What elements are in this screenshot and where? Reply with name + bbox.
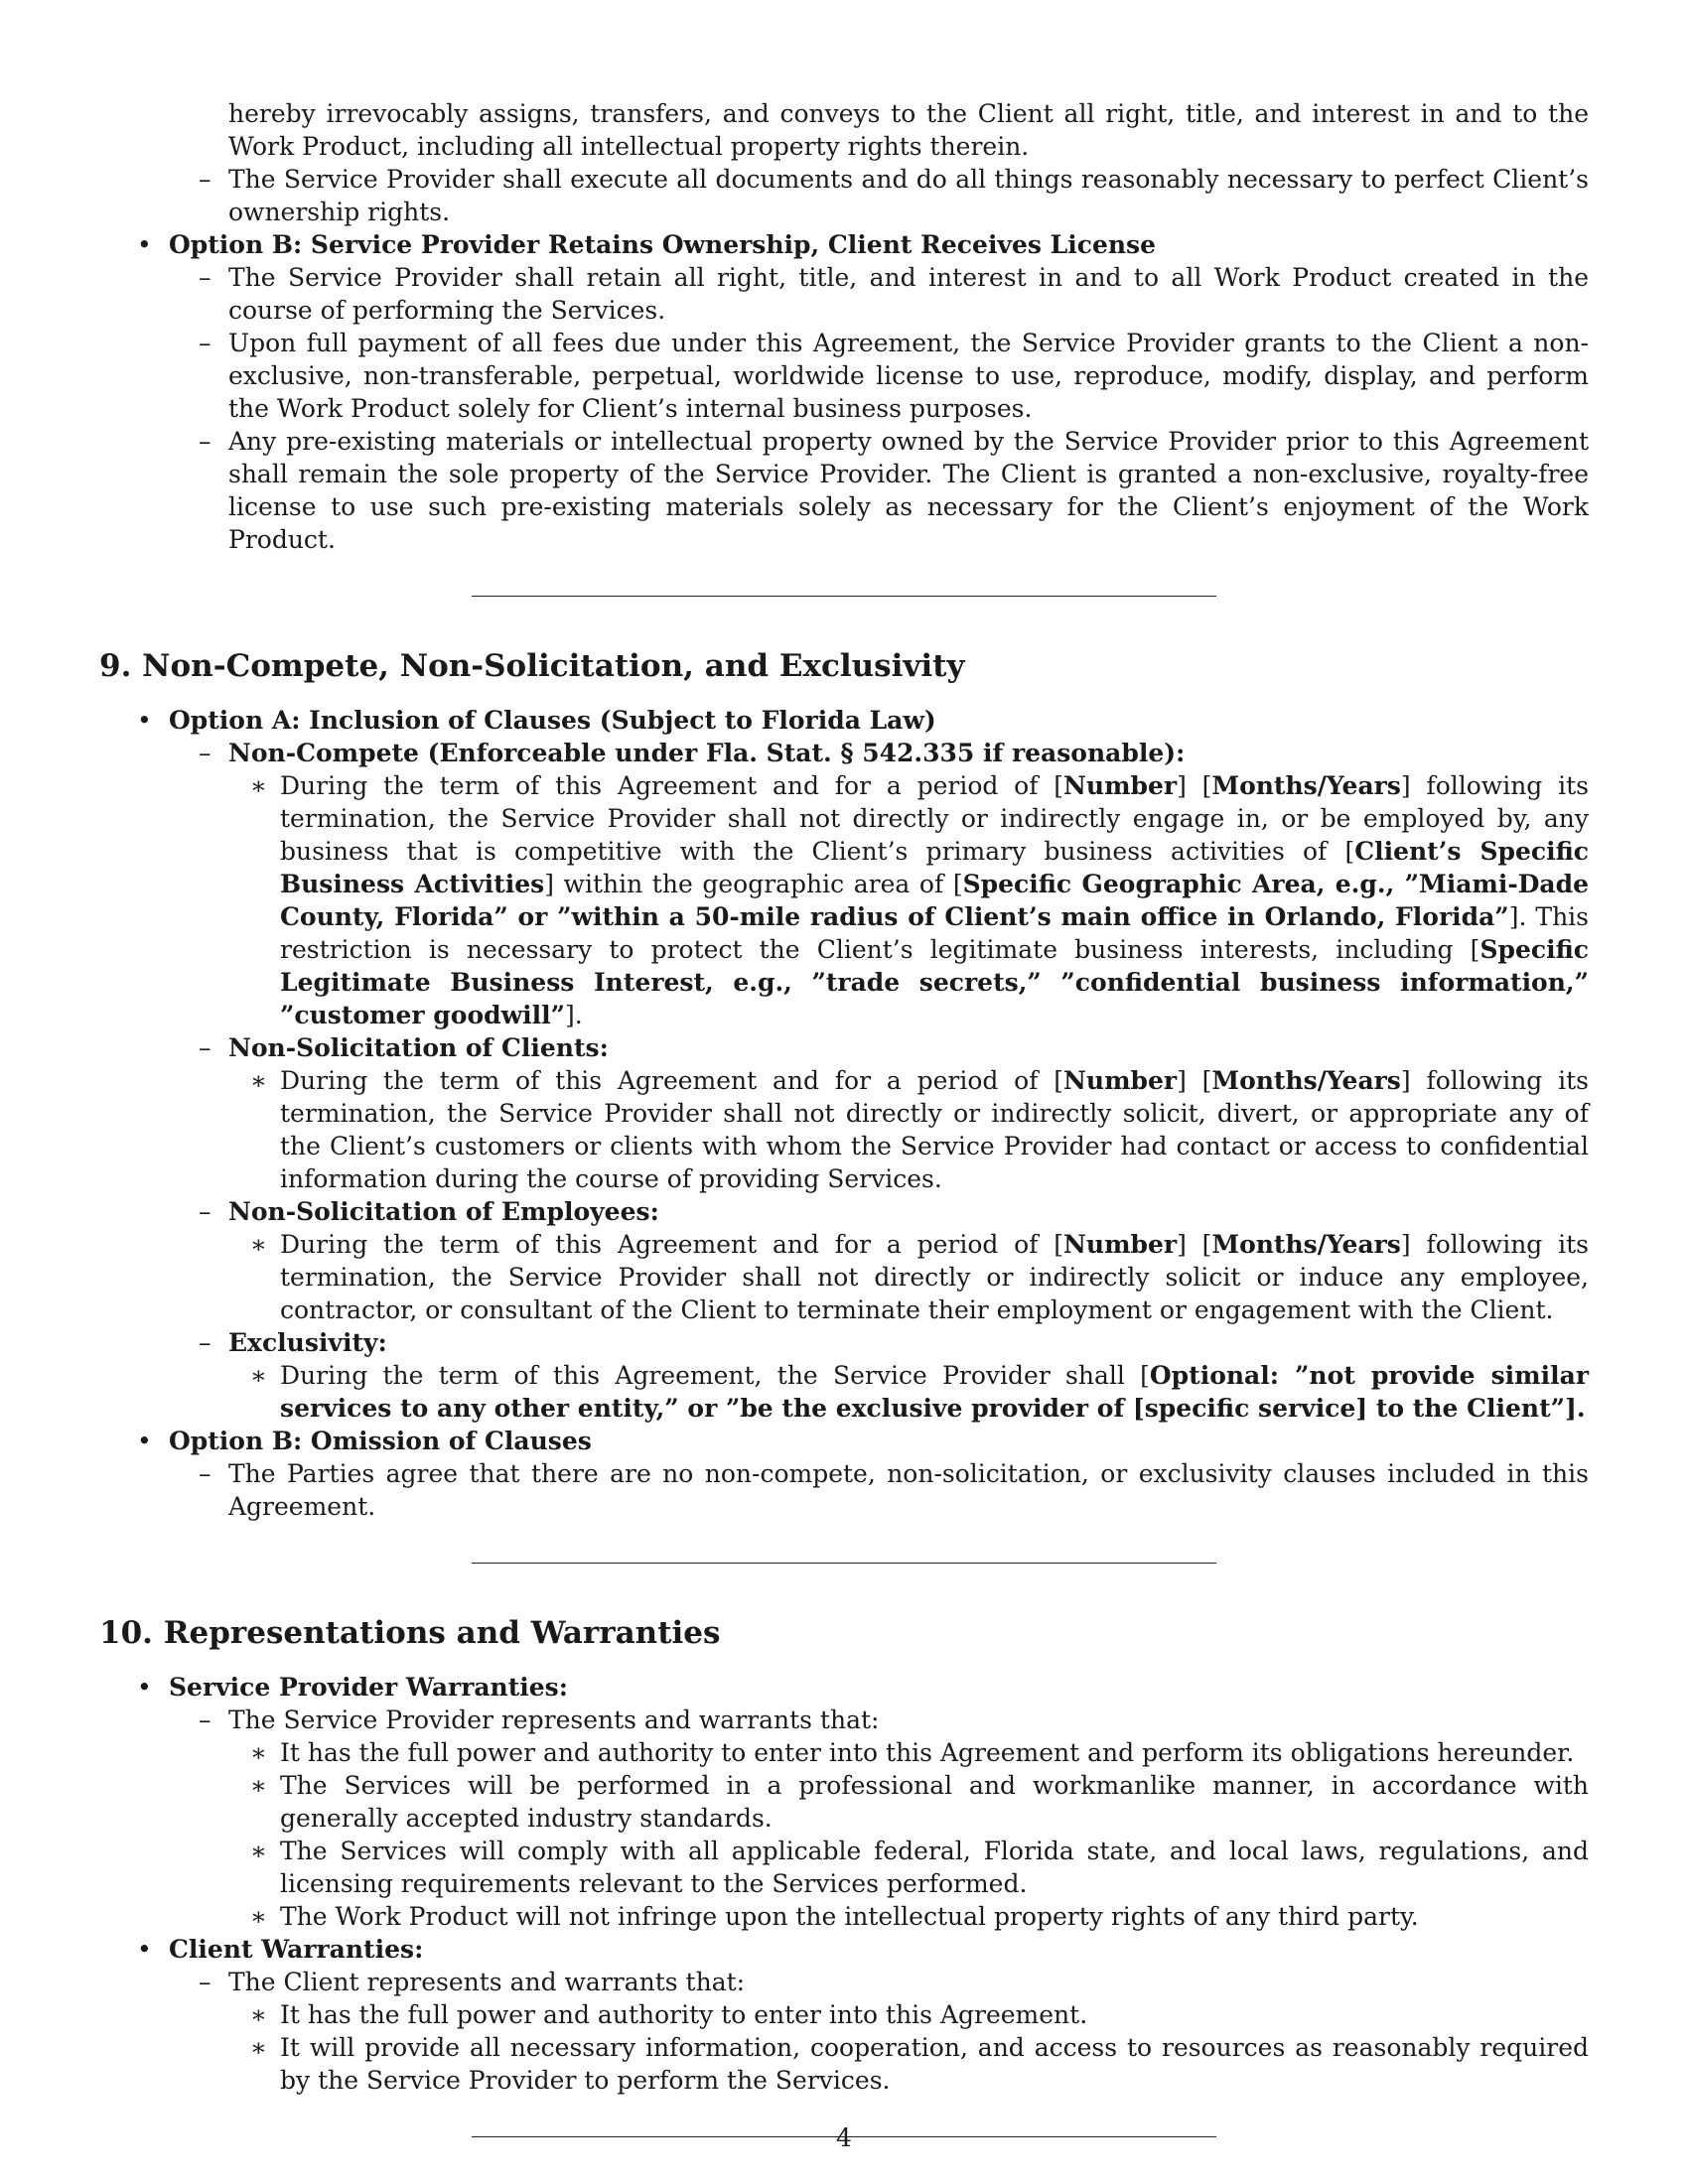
list-item: ∗ It has the full power and authority to enter into this Agreement and perform its obligations hereunder. <box>250 1738 1575 1767</box>
clause-heading: Non-Compete (Enforceable under Fla. Stat. § 542.335 if reasonable): <box>228 739 1186 767</box>
list-item: – Upon full payment of all fees due under this Agreement, the Service Provider grants to the Client a non-exclusive, non-transferable, perpetual, worldwide license to use, reproduce, modify, display, and perform the Work Product solely for Client’s internal business purposes. <box>199 329 1589 423</box>
list-item: – The Service Provider represents and warrants that: ∗ It has the full power and authority to enter into this Agreement and perform its obligations hereunder. ∗ The Services will be performed in a professional and workmanlike manner, in accordance with generally accepted industry standards. ∗ The Services will comply with all applicable federal, Florida state, and local laws, regulations, and licensing requirements relevant to the Services performed. ∗ The Work Product will not infringe upon the intellectual property rights of any third party. <box>199 1706 1589 1931</box>
dash-marker: – <box>199 165 211 194</box>
option-heading: Option B: Service Provider Retains Ownership, Client Receives License <box>169 230 1157 259</box>
service-provider-warranties: • Service Provider Warranties: – The Service Provider represents and warrants that: ∗ It has the full power and authority to enter into this Agreement and perform its obligations hereunder. ∗ The Services will be performed in a professional and workmanlike manner, in accordance with generally accepted industry standards. ∗ The Services will comply with all applicable federal, Florida state, and local laws, regulations, and licensing requirements relevant to the Services performed. ∗ The Work Product will not infringe upon the intellectual property rights of any third party. <box>137 1673 1589 1931</box>
warranty-heading: Client Warranties: <box>169 1935 424 1964</box>
list-item: ∗ The Services will be performed in a professional and workmanlike manner, in accordance with generally accepted industry standards. <box>250 1771 1589 1833</box>
list-item: – Any pre-existing materials or intellectual property owned by the Service Provider prior to this Agreement shall remain the sole property of the Service Provider. The Client is granted a non-exclusive, royalty-free license to use such pre-existing materials solely as necessary for the Client’s enjoyment of the Work Product. <box>199 427 1589 554</box>
nonsolicit-clients-item: – Non-Solicitation of Clients: ∗ During the term of this Agreement and for a period of [Number] [Months/Years] following its termination, the Service Provider shall not directly or indirectly solicit, divert, or appropriate any of the Client’s customers or clients with whom the Service Provider had contact or access to confidential information during the course of providing Services. <box>199 1033 1589 1193</box>
list-item: ∗ During the term of this Agreement and for a period of [Number] [Months/Years] following its termination, the Service Provider shall not directly or indirectly solicit, divert, or appropriate any of the Client’s customers or clients with whom the Service Provider had contact or access to confidential information during the course of providing Services. <box>250 1066 1589 1193</box>
section-divider <box>472 596 1216 597</box>
warranty-heading: Service Provider Warranties: <box>169 1673 568 1702</box>
clause-heading: Non-Solicitation of Clients: <box>228 1033 609 1062</box>
section-divider <box>472 1563 1216 1564</box>
carryover-block <box>99 97 1589 556</box>
section-9-list <box>99 704 1589 1523</box>
exclusivity-item: – Exclusivity: ∗ During the term of this Agreement, the Service Provider shall [Optional: ”not provide similar services to any other entity,” or ”be the exclusive provider of [specific service] to the Client”]. <box>199 1328 1589 1423</box>
list-item: ∗ It will provide all necessary information, cooperation, and access to resources as reasonably required by the Service Provider to perform the Services. <box>250 2033 1589 2095</box>
list-item: ∗ It has the full power and authority to enter into this Agreement. <box>250 2000 1088 2029</box>
list-item: ∗ During the term of this Agreement, the Service Provider shall [Optional: ”not provide similar services to any other entity,” or ”be the exclusive provider of [specific service] to the Client”]. <box>250 1361 1589 1423</box>
list-item: – The Service Provider shall retain all right, title, and interest in and to all Work Product created in the course of performing the Services. <box>199 263 1589 325</box>
list-item: – The Parties agree that there are no non-compete, non-solicitation, or exclusivity clauses included in this Agreement. <box>199 1459 1589 1521</box>
noncompete-item: – Non-Compete (Enforceable under Fla. Stat. § 542.335 if reasonable): ∗ During the term of this Agreement and for a period of [Number] [Months/Years] following its termination, the Service Provider shall not directly or indirectly engage in, or be employed by, any business that is competitive with the Client’s primary business activities of [Client’s Specific Business Activities] within the geographic area of [Specific Geographic Area, e.g., ”Miami-Dade County, Florida” or ”within a 50-mile radius of Client’s main office in Orlando, Florida”]. This restriction is necessary to protect the Client’s legitimate business interests, including [Specific Legitimate Business Interest, e.g., ”trade secrets,” ”confidential business information,” ”customer goodwill”]. <box>199 739 1589 1029</box>
continued-paragraph: hereby irrevocably assigns, transfers, and conveys to the Client all right, title, and interest in and to the Work Product, including all intellectual property rights therein. <box>228 99 1589 161</box>
option-b-ownership <box>99 228 1589 556</box>
client-warranties: • Client Warranties: – The Client represents and warrants that: ∗ It has the full power and authority to enter into this Agreement. ∗ It will provide all necessary information, cooperation, and access to resources as reasonably required by the Service Provider to perform the Services. <box>137 1935 1589 2095</box>
nonsolicit-employees-item: – Non-Solicitation of Employees: ∗ During the term of this Agreement and for a period of [Number] [Months/Years] following its termination, the Service Provider shall not directly or indirectly solicit or induce any employee, contractor, or consultant of the Client to terminate their employment or engagement with the Client. <box>199 1197 1589 1324</box>
option-heading: Option B: Omission of Clauses <box>169 1427 592 1455</box>
list-item: ∗ During the term of this Agreement and for a period of [Number] [Months/Years] following its termination, the Service Provider shall not directly or indirectly solicit or induce any employee, contractor, or consultant of the Client to terminate their employment or engagement with the Client. <box>250 1230 1589 1324</box>
star-marker: ∗ <box>250 771 267 800</box>
list-item: ∗ The Services will comply with all applicable federal, Florida state, and local laws, regulations, and licensing requirements relevant to the Services performed. <box>250 1837 1589 1898</box>
clause-heading: Exclusivity: <box>228 1328 387 1357</box>
option-heading: Option A: Inclusion of Clauses (Subject to Florida Law) <box>169 706 936 735</box>
option-b-omission: • Option B: Omission of Clauses – The Parties agree that there are no non-compete, non-solicitation, or exclusivity clauses included in this Agreement. <box>137 1427 1589 1521</box>
clause-heading: Non-Solicitation of Employees: <box>228 1197 659 1226</box>
section-heading-9: 9. Non-Compete, Non-Solicitation, and Exclusivity <box>99 648 965 684</box>
section-heading-10: 10. Representations and Warranties <box>99 1615 721 1651</box>
bullet-marker: • <box>137 230 152 259</box>
list-item: ∗ The Work Product will not infringe upon the intellectual property rights of any third party. <box>250 1902 1419 1931</box>
list-item: – The Client represents and warrants that: ∗ It has the full power and authority to enter into this Agreement. ∗ It will provide all necessary information, cooperation, and access to resources as reasonably required by the Service Provider to perform the Services. <box>199 1968 1589 2095</box>
page-number: 4 <box>836 2123 852 2152</box>
section-10-list <box>99 1671 1589 2097</box>
list-item: – The Service Provider shall execute all documents and do all things reasonably necessary to perfect Client’s ownership rights. <box>199 165 1589 226</box>
list-item: ∗ During the term of this Agreement and for a period of [Number] [Months/Years] following its termination, the Service Provider shall not directly or indirectly engage in, or be employed by, any business that is competitive with the Client’s primary business activities of [Client’s Specific Business Activities] within the geographic area of [Specific Geographic Area, e.g., ”Miami-Dade County, Florida” or ”within a 50-mile radius of Client’s main office in Orlando, Florida”]. This restriction is necessary to protect the Client’s legitimate business interests, including [Specific Legitimate Business Interest, e.g., ”trade secrets,” ”confidential business information,” ”customer goodwill”]. <box>250 771 1589 1029</box>
option-a-inclusion: • Option A: Inclusion of Clauses (Subject to Florida Law) – Non-Compete (Enforceable under Fla. Stat. § 542.335 if reasonable): ∗ During the term of this Agreement and for a period of [Number] [Months/Years] following its termination, the Service Provider shall not directly or indirectly engage in, or be employed by, any business that is competitive with the Client’s primary business activities of [Client’s Specific Business Activities] within the geographic area of [Specific Geographic Area, e.g., ”Miami-Dade County, Florida” or ”within a 50-mile radius of Client’s main office in Orlando, Florida”]. This restriction is necessary to protect the Client’s legitimate business interests, including [Specific Legitimate Business Interest, e.g., ”trade secrets,” ”confidential business information,” ”customer goodwill”]. – Non-Solicitation of Clients: ∗ During the term of this Agreement and for a period of [Number] [Months/Years] following its termination, the Service Provider shall not directly or indirectly solicit, divert, or appropriate any of the Client’s customers or clients with whom the Service Provider had contact or access to confidential information during the course of providing Services. – Non-Solicitation of Employees: ∗ During the term of this Agreement and for a period of [Number] [Months/Years] following its termination, the Service Provider shall not directly or indirectly solicit or induce any employee, contractor, or consultant of the Client to terminate their employment or engagement with the Client. – Exclusivity: ∗ During the term of this Agreement, the Service Provider shall [Optional: ”not provide similar services to any other entity,” or ”be the exclusive provider of [specific service] to the Client”]. <box>137 706 1589 1423</box>
